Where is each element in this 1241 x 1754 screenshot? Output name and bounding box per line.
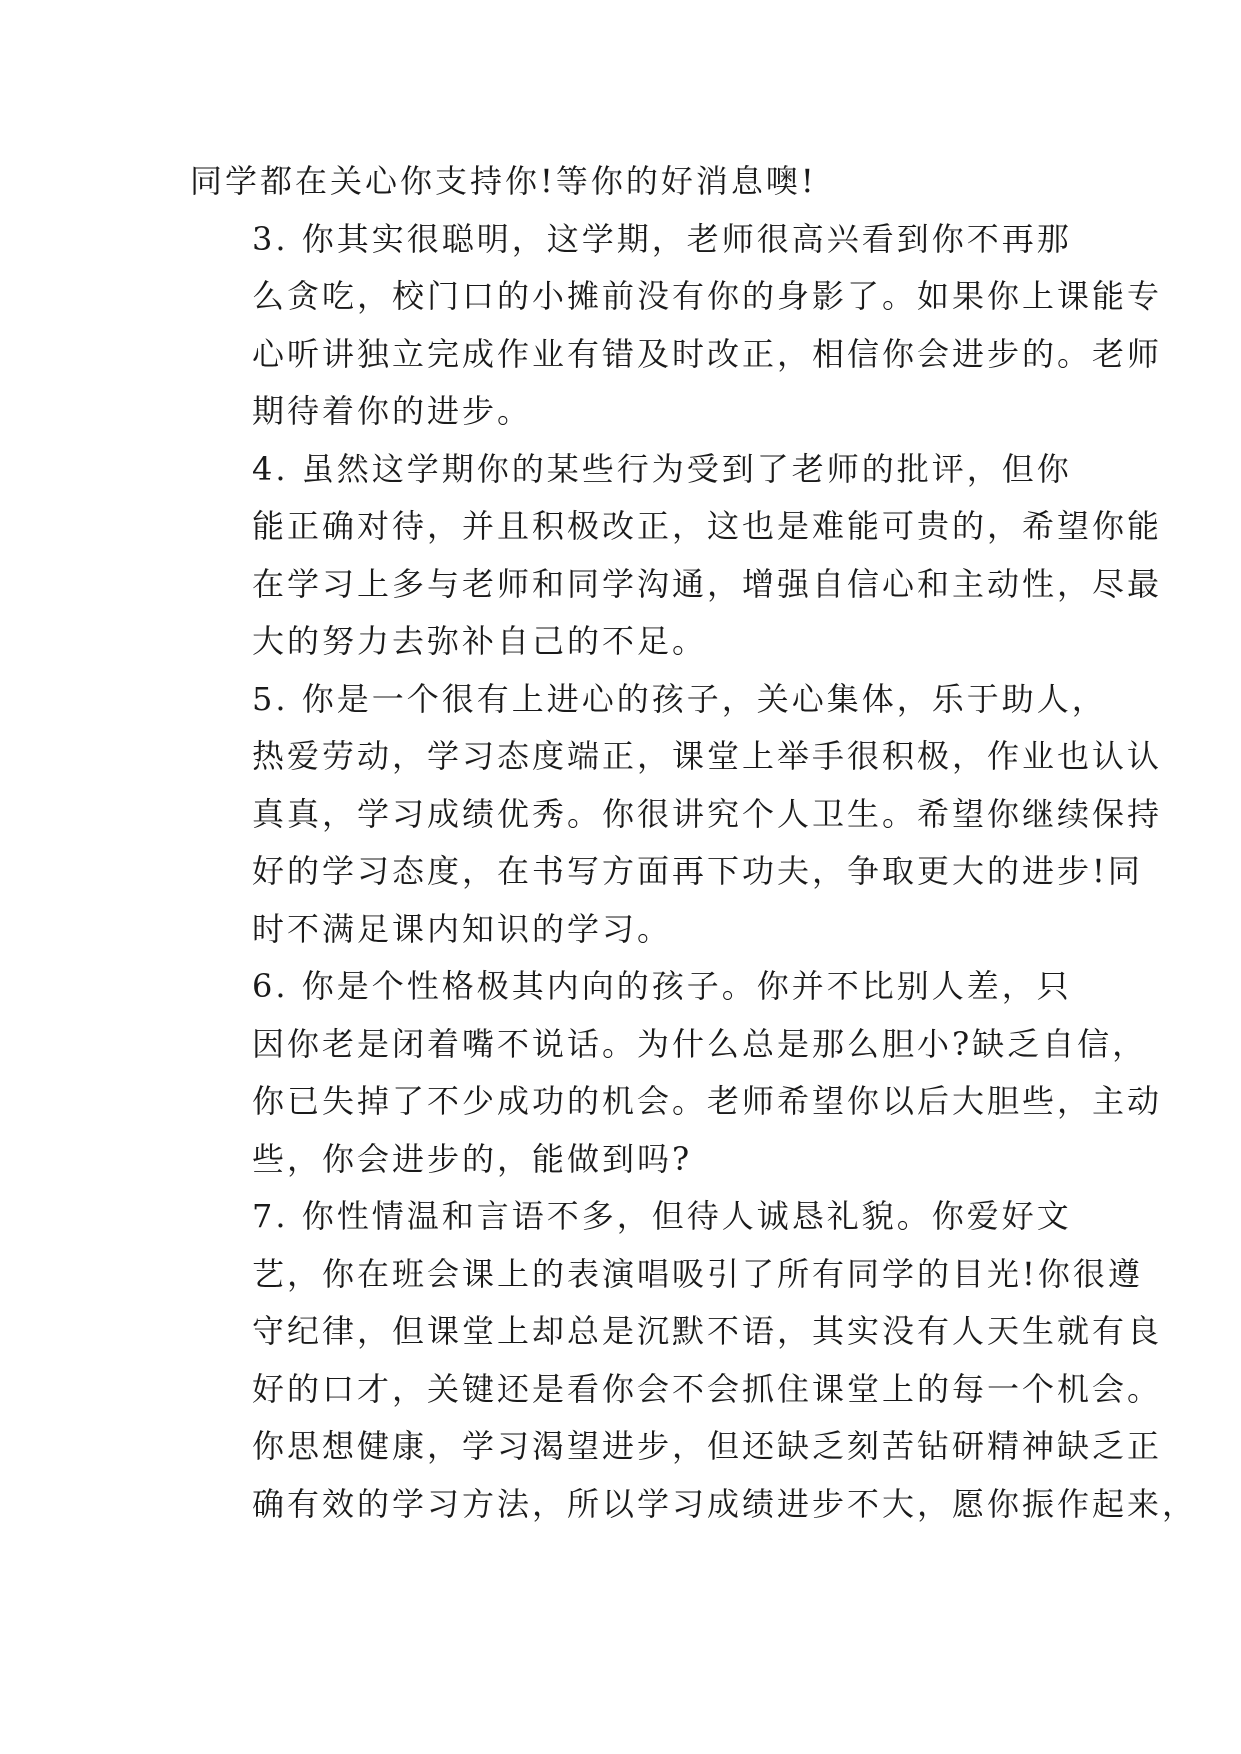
text-line: 好的口才，关键还是看你会不会抓住课堂上的每一个机会。 [252,1369,1163,1408]
text-line: 4. 虽然这学期你的某些行为受到了老师的批评，但你 [252,449,1072,488]
paragraph-comment-7 [190,1188,1198,1533]
text-line: 6. 你是个性格极其内向的孩子。你并不比别人差，只 [252,967,1072,1005]
text-line: 在学习上多与老师和同学沟通，增强自信心和主动性，尽最 [252,564,1163,603]
paragraph-comment-5 [190,671,1163,959]
text-line: 同学都在关心你支持你!等你的好消息噢! [190,162,817,200]
text-line: 真真，学习成绩优秀。你很讲究个人卫生。希望你继续保持 [252,794,1163,833]
paragraph-continuation [190,153,1060,211]
body-text [190,153,1198,1533]
text-line: 期待着你的进步。 [252,392,533,430]
text-line: 么贪吃，校门口的小摊前没有你的身影了。如果你上课能专 [252,277,1163,315]
paragraph-comment-4 [190,441,1163,671]
text-line: 守纪律，但课堂上却总是沉默不语，其实没有人天生就有良 [252,1312,1163,1350]
text-line: 些，你会进步的，能做到吗? [252,1139,693,1178]
text-line: 时不满足课内知识的学习。 [252,909,673,948]
text-line: 7. 你性情温和言语不多，但待人诚恳礼貌。你爱好文 [252,1197,1072,1235]
text-line: 你思想健康，学习渴望进步，但还缺乏刻苦钻研精神缺乏正 [252,1427,1163,1465]
text-line: 5. 你是一个很有上进心的孩子，关心集体，乐于助人， [252,679,1107,718]
text-line: 热爱劳动，学习态度端正，课堂上举手很积极，作业也认认 [252,737,1163,775]
paragraph-comment-6 [190,958,1163,1188]
text-line: 大的努力去弥补自己的不足。 [252,622,708,660]
text-line: 好的学习态度，在书写方面再下功夫，争取更大的进步!同 [252,852,1143,890]
paragraph-comment-3 [190,211,1163,441]
text-line: 确有效的学习方法，所以学习成绩进步不大，愿你振作起来， [252,1484,1198,1523]
text-line: 心听讲独立完成作业有错及时改正，相信你会进步的。老师 [252,334,1163,373]
text-line: 3. 你其实很聪明，这学期，老师很高兴看到你不再那 [252,219,1072,258]
text-line: 你已失掉了不少成功的机会。老师希望你以后大胆些，主动 [252,1082,1163,1120]
text-line: 艺，你在班会课上的表演唱吸引了所有同学的目光!你很遵 [252,1254,1143,1293]
text-line: 能正确对待，并且积极改正，这也是难能可贵的，希望你能 [252,507,1163,545]
text-line: 因你老是闭着嘴不说话。为什么总是那么胆小?缺乏自信， [252,1024,1148,1063]
